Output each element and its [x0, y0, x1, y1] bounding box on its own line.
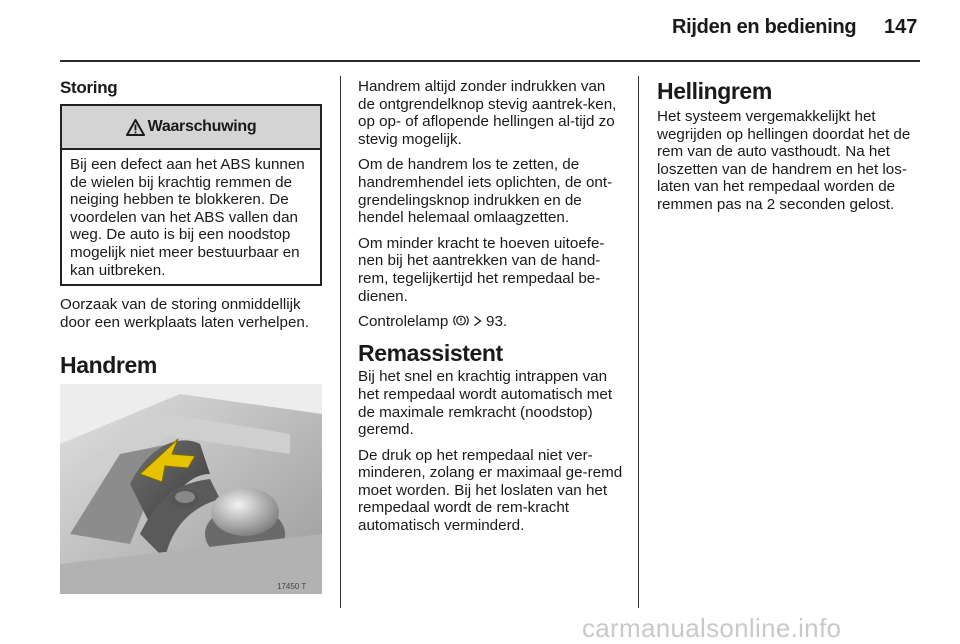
warning-triangle-icon	[126, 119, 145, 136]
warning-box	[60, 104, 322, 286]
paragraph-handrem-1: Handrem altijd zonder indrukken van de ontgrendelknop stevig aantrek-ken, op op- of aflopende hellingen al-tijd zo stevig mogelijk.	[358, 78, 617, 148]
header-rule	[60, 60, 920, 62]
handbrake-illustration	[60, 384, 322, 594]
heading-remassistent: Remassistent	[358, 339, 503, 366]
running-header-title: Rijden en bediening	[672, 16, 857, 38]
warning-text: Bij een defect aan het ABS kunnen de wielen bij krachtig remmen de neiging hebben te blokkeren. De voordelen van het ABS vallen dan weg. De auto is bij een noodstop mogelijk niet meer bestuurbaar en kan uitbreken.	[70, 156, 305, 279]
middle-column	[358, 78, 626, 543]
heading-handrem: Handrem	[60, 352, 157, 378]
image-code: 17450 T	[277, 582, 307, 591]
paragraph-controlelamp	[358, 313, 626, 331]
column-divider-1	[340, 76, 341, 608]
controlelamp-page-ref: 93.	[486, 313, 508, 331]
brake-warning-lamp-icon	[453, 314, 469, 327]
controlelamp-label: Controlelamp	[358, 313, 449, 331]
warning-header	[62, 106, 320, 150]
paragraph-remassistent-2: De druk op het rempedaal niet ver-minderen, zolang er maximaal ge-remd moet worden. Bij het loslaten van het rempedaal wordt de rem-kracht automatisch verminderd.	[358, 446, 623, 535]
heading-storing: Storing	[60, 78, 118, 97]
page-number: 147	[884, 16, 918, 38]
paragraph-remassistent-1: Bij het snel en krachtig intrappen van het rempedaal wordt automatisch met de maximale remkracht (noodstop) geremd.	[358, 368, 613, 439]
page-reference-icon	[473, 315, 482, 327]
paragraph-hellingrem: Het systeem vergemakkelijkt het wegrijden op hellingen doordat het de rem van de auto vasthoudt. Na het loszetten van de handrem en het los-laten van het rempedaal worden de remmen pas na 2 seconden gelost.	[657, 108, 911, 213]
storing-paragraph: Oorzaak van de storing onmiddellijk door een werkplaats laten verhelpen.	[60, 296, 310, 331]
warning-title: Waarschuwing	[147, 118, 257, 135]
heading-hellingrem: Hellingrem	[657, 78, 772, 104]
paragraph-handrem-2: Om de handrem los te zetten, de handremhendel iets oplichten, de ont-grendelingsknop indrukken en de hendel helemaal omlaagzetten.	[358, 156, 613, 227]
paragraph-handrem-3: Om minder kracht te hoeven uitoefe-nen bij het aantrekken van de hand-rem, tegelijkertijd het rempedaal be-dienen.	[358, 234, 605, 305]
watermark: carmanualsonline.info	[582, 613, 842, 643]
column-divider-2	[638, 76, 639, 608]
